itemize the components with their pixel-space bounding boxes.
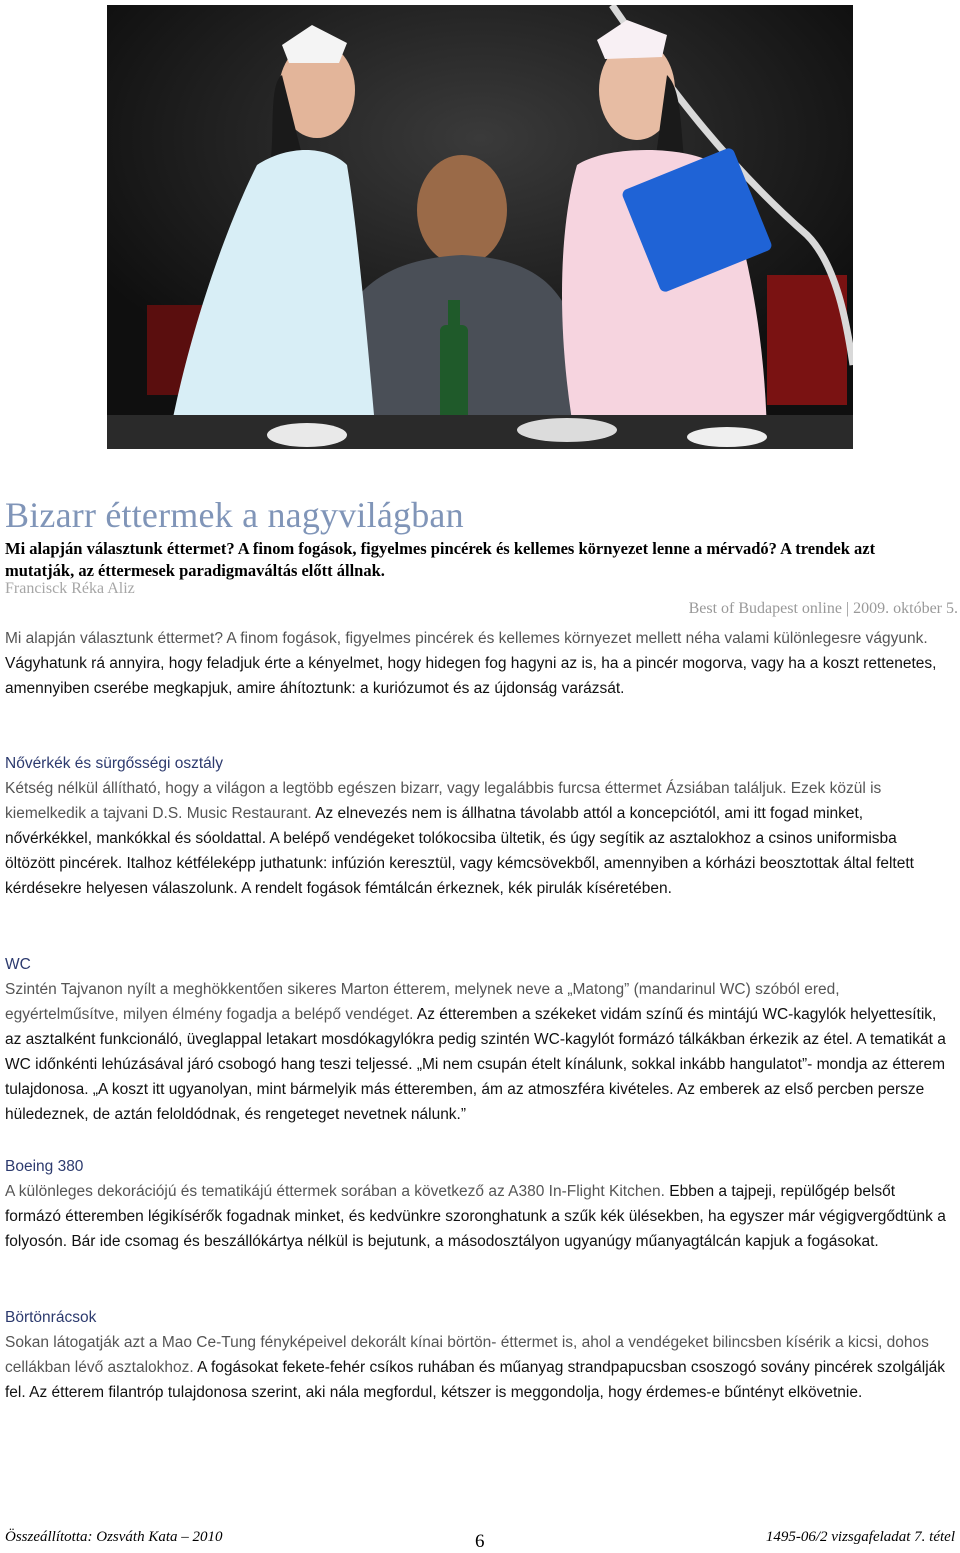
intro-part-1: Mi alapján választunk éttermet? A finom fogások, figyelmes pincérek és kellemes környezet mellett néha valami különlegesre vágyunk.: [5, 630, 928, 647]
article-source: Best of Budapest online | 2009. október 5.: [688, 600, 958, 617]
intro-part-2: Vágyhatunk rá annyira, hogy feladjuk érte a kényelmet, hogy hidegen fog hagyni az is, ha a pincér mogorva, vagy ha a koszt rettenetes, amennyiben cserébe megkapjuk, amire áhítoztunk: a kuriózumot és az újdonság varázsát.: [5, 655, 937, 697]
section-body: [5, 977, 950, 1127]
section-heading: WC: [5, 956, 31, 973]
article-intro: [5, 626, 950, 701]
section-heading: Nővérkék és sürgősségi osztály: [5, 755, 223, 772]
page-number: 6: [475, 1531, 485, 1552]
section-body-part-2: Az étteremben a székeket vidám színű és mintájú WC-kagylók helyettesítik, az asztalként funkcionáló, üveglappal letakart mosdókagylókra pedig szintén WC-kagylót formázó tálkákban érkezik az étel. A tematikát a WC időnkénti lehúzásával járó csobogó hang teszi teljessé. „Mi nem csupán ételt kínálunk, sokkal inkább hangulatot”- mondja az étterem tulajdonosa. „A koszt itt ugyanolyan, mint bármelyik más étteremben, ám az atmoszféra kivételes. Az emberek az első percben persze hüledeznek, de aztán feloldódnak, és rengeteget nevetnek nálunk.”: [5, 1006, 946, 1123]
section-prison: [5, 1305, 950, 1405]
footer-compiler: Összeállította: Ozsváth Kata – 2010: [5, 1529, 223, 1545]
section-body-part-1: Szintén Tajvanon nyílt a meghökkentően sikeres Marton étterem, melynek neve a „Matong” (mandarinul WC) szóból ered, egyértelműsítve, milyen élmény fogadja a belépő vendéget.: [5, 981, 840, 1023]
section-body-part-1: Kétség nélkül állítható, hogy a világon a legtöbb egészen bizarr, vagy legalábbis furcsa éttermet Ázsiában találjuk. Ezek közül is kiemelkedik a tajvani D.S. Music Restaurant.: [5, 780, 882, 822]
section-heading: Börtönrácsok: [5, 1309, 97, 1326]
section-body-part-1: A különleges dekorációjú és tematikájú éttermek sorában a következő az A380 In-Flight Kitchen.: [5, 1183, 665, 1200]
article-title: Bizarr éttermek a nagyvilágban: [5, 495, 464, 535]
section-body-part-2: A fogásokat fekete-fehér csíkos ruhában és műanyag strandpapucsban csoszogó sovány pincérek szolgálják fel. Az étterem filantróp tulajdonosa szerint, aki nála megfordul, kétszer is meggondolja, hogy érdemes-e bűntényt elkövetnie.: [5, 1359, 946, 1401]
section-boeing: [5, 1154, 950, 1254]
section-body-part-2: Az elnevezés nem is állhatna távolabb attól a koncepciótól, ami itt fogad minket, nővérkékkel, mankókkal és sóoldattal. A belépő vendégeket tolókocsiba ültetik, és úgy segítik az asztalokhoz a csinos uniformisba öltözött pincérek. Italhoz kétféleképp juthatunk: infúzión keresztül, vagy kémcsövekből, amennyiben a kórházi beosztottak által feltett kérdésekre helyesen válaszolunk. A rendelt fogások fémtálcán érkeznek, kék pirulák kíséretében.: [5, 805, 914, 897]
page-footer: [5, 1527, 955, 1551]
section-body-part-1: Sokan látogatják azt a Mao Ce-Tung fényképeivel dekorált kínai börtön- éttermet is, ahol a vendégeket bilincsben kísérik a kicsi, dohos cellákban lévő asztalokhoz.: [5, 1334, 929, 1376]
section-wc: [5, 952, 950, 1127]
section-body-part-2: Ebben a tajpeji, repülőgép belsőt formázó étteremben légikísérők fogadnak minket, és kedvünkre szoronghatunk a szűk kék ülésekben, ha egyszer már végigvergődtünk a folyosón. Bár ide csomag és beszállókártya nélkül is bejutunk, a másodosztályon ugyanúgy műanyagtálcán kapjuk a fogásokat.: [5, 1183, 946, 1250]
article-lead: Mi alapján választunk éttermet? A finom fogások, figyelmes pincérek és kellemes környezet lenne a mérvadó? A trendek azt mutatják, az éttermesek paradigmaváltás előtt állnak.: [5, 539, 876, 580]
section-nurses: [5, 751, 950, 901]
restaurant-photo: [107, 5, 853, 449]
section-body: [5, 776, 950, 901]
section-body: [5, 1179, 950, 1254]
article-author: Francisck Réka Aliz: [5, 580, 135, 597]
section-heading: Boeing 380: [5, 1158, 84, 1175]
section-body: [5, 1330, 950, 1405]
footer-exam-reference: 1495-06/2 vizsgafeladat 7. tétel: [765, 1529, 955, 1545]
